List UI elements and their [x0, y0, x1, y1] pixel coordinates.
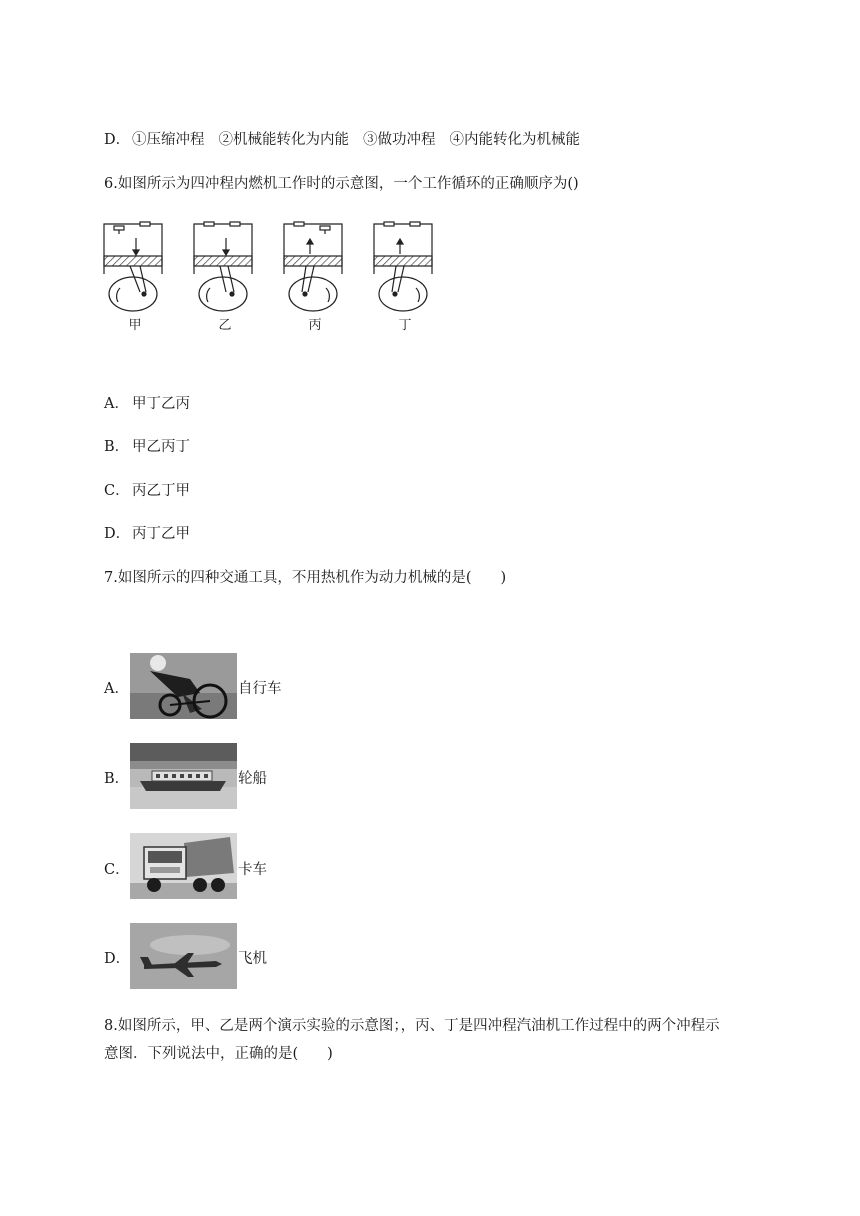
- option-text: 甲乙丙丁: [132, 439, 190, 455]
- option-text: 甲丁乙丙: [132, 396, 190, 412]
- option-part: ④内能转化为机械能: [449, 132, 580, 148]
- option-letter: D．: [104, 951, 131, 967]
- option-letter: C．: [104, 483, 130, 499]
- stroke-label: 甲: [128, 318, 142, 333]
- option-letter: A．: [104, 396, 129, 412]
- q8-stem-line1: 8.如图所示，甲、乙是两个演示实验的示意图；，丙、丁是四冲程汽油机工作过程中的两个冲程示: [104, 1018, 720, 1034]
- option-letter: A．: [104, 681, 129, 697]
- option-text: 卡车: [238, 862, 267, 878]
- cyclist-photo: [130, 653, 237, 719]
- q6-option-a: [104, 394, 190, 414]
- q7-stem: 7.如图所示的四种交通工具，不用热机作为动力机械的是( ): [104, 570, 507, 586]
- option-text: 丙丁乙甲: [132, 526, 190, 542]
- engine-stroke-bing: [280, 214, 360, 332]
- option-part: ②机械能转化为内能: [218, 132, 349, 148]
- option-letter: D．: [104, 526, 131, 542]
- engine-stroke-jia: [100, 214, 180, 332]
- option-letter: D．: [104, 132, 131, 148]
- q6-stem: 6.如图所示为四冲程内燃机工作时的示意图，一个工作循环的正确顺序为(): [104, 176, 579, 192]
- q8-stem-line2: 意图．下列说法中，正确的是( ): [104, 1046, 333, 1062]
- engine-stroke-yi: [190, 214, 270, 332]
- option-letter: C．: [104, 862, 130, 878]
- q6-option-b: [104, 437, 190, 457]
- option-text: 轮船: [238, 771, 267, 787]
- q6-option-c: [104, 481, 190, 501]
- truck-photo: [130, 833, 237, 899]
- stroke-label: 丙: [308, 318, 322, 333]
- option-letter: B．: [104, 771, 130, 787]
- option-letter: B．: [104, 439, 130, 455]
- engine-strokes-figure: [100, 214, 440, 334]
- ship-photo: [130, 743, 237, 809]
- q5-option-d: [104, 130, 580, 150]
- option-text: 飞机: [238, 951, 267, 967]
- engine-stroke-ding: [370, 214, 450, 332]
- stroke-label: 丁: [398, 318, 412, 333]
- option-part: ①压缩冲程: [132, 132, 205, 148]
- stroke-label: 乙: [218, 318, 232, 333]
- option-text: 丙乙丁甲: [132, 483, 190, 499]
- option-part: ③做功冲程: [363, 132, 436, 148]
- q6-option-d: [104, 524, 190, 544]
- option-text: 自行车: [238, 681, 282, 697]
- airplane-photo: [130, 923, 237, 989]
